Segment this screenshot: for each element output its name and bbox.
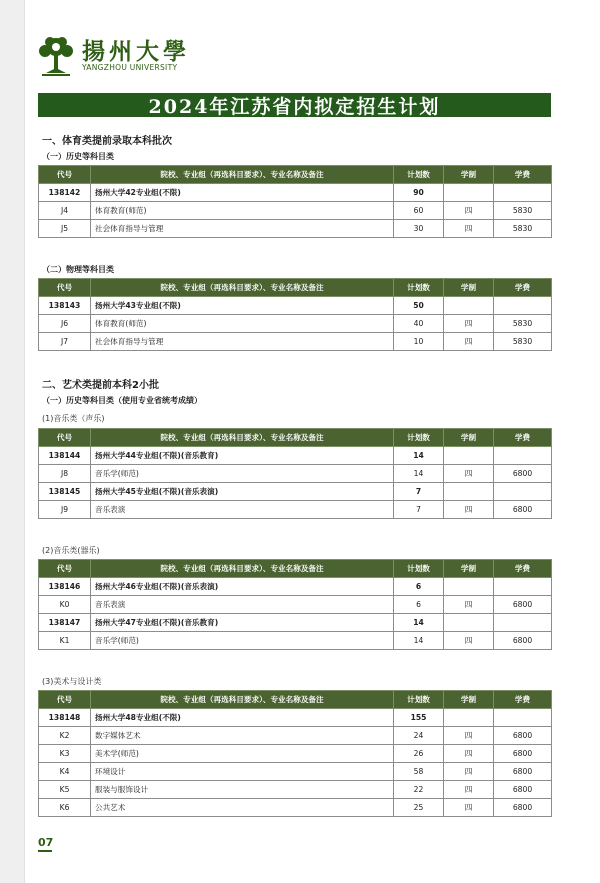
program-name-cell: 扬州大学48专业组(不限) [91,709,394,727]
plan-table-fine-arts-design [38,690,552,817]
duration-cell [444,297,494,315]
program-name-cell: 美术学(师范) [91,745,394,763]
duration-cell: 四 [444,333,494,351]
code-cell: K6 [39,799,91,817]
header-duration: 学制 [444,691,494,709]
program-name-cell: 公共艺术 [91,799,394,817]
duration-cell [444,184,494,202]
tuition-cell: 6800 [494,465,552,483]
code-cell: K3 [39,745,91,763]
code-cell: J6 [39,315,91,333]
header-tuition: 学费 [494,560,552,578]
duration-cell: 四 [444,596,494,614]
duration-cell: 四 [444,763,494,781]
code-cell: 138147 [39,614,91,632]
header-tuition: 学费 [494,166,552,184]
header-plan-count: 计划数 [394,429,444,447]
header-program: 院校、专业组（再选科目要求）、专业名称及备注 [91,691,394,709]
duration-cell [444,578,494,596]
logo-english-name: YANGZHOU UNIVERSITY [82,63,178,72]
tree-emblem-icon [36,33,76,77]
section-heading-art: 二、艺术类提前本科2小批 [42,380,159,391]
tuition-cell [494,614,552,632]
tuition-cell: 5830 [494,333,552,351]
page-number: 07 [38,836,54,849]
plan-table-sports-physics [38,278,552,351]
group-row [39,447,552,465]
duration-cell: 四 [444,501,494,519]
group-row [39,297,552,315]
page-number-underline [38,850,52,852]
category-heading-instrumental: (2)音乐类(器乐) [42,546,100,555]
tuition-cell: 6800 [494,632,552,650]
duration-cell [444,709,494,727]
code-cell: J8 [39,465,91,483]
program-name-cell: 社会体育指导与管理 [91,220,394,238]
tuition-cell: 5830 [494,315,552,333]
code-cell: 138144 [39,447,91,465]
plan-count-cell: 6 [394,578,444,596]
plan-count-cell: 6 [394,596,444,614]
header-plan-count: 计划数 [394,279,444,297]
program-name-cell: 服装与服饰设计 [91,781,394,799]
code-cell: 138142 [39,184,91,202]
major-row [39,596,552,614]
plan-count-cell: 26 [394,745,444,763]
major-row [39,799,552,817]
group-row [39,578,552,596]
duration-cell: 四 [444,202,494,220]
plan-count-cell: 24 [394,727,444,745]
duration-cell: 四 [444,781,494,799]
plan-count-cell: 50 [394,297,444,315]
code-cell: 138146 [39,578,91,596]
tuition-cell: 6800 [494,781,552,799]
program-name-cell: 数字媒体艺术 [91,727,394,745]
tuition-cell: 6800 [494,745,552,763]
table-header-row [39,691,552,709]
plan-count-cell: 155 [394,709,444,727]
program-name-cell: 扬州大学45专业组(不限)(音乐表演) [91,483,394,501]
major-row [39,763,552,781]
duration-cell: 四 [444,465,494,483]
tuition-cell [494,709,552,727]
code-cell: K2 [39,727,91,745]
header-plan-count: 计划数 [394,166,444,184]
plan-count-cell: 90 [394,184,444,202]
duration-cell: 四 [444,315,494,333]
program-name-cell: 音乐表演 [91,596,394,614]
group-row [39,184,552,202]
program-name-cell: 音乐学(师范) [91,465,394,483]
code-cell: 138148 [39,709,91,727]
plan-table-instrumental-music [38,559,552,650]
tuition-cell [494,483,552,501]
tuition-cell [494,297,552,315]
category-heading-fine-arts: (3)美术与设计类 [42,677,102,686]
program-name-cell: 音乐学(师范) [91,632,394,650]
duration-cell: 四 [444,799,494,817]
program-name-cell: 体育教育(师范) [91,202,394,220]
header-plan-count: 计划数 [394,560,444,578]
university-logo [36,33,190,77]
page-edge-strip [0,0,25,883]
plan-count-cell: 10 [394,333,444,351]
major-row [39,501,552,519]
group-row [39,709,552,727]
code-cell: J7 [39,333,91,351]
header-code: 代号 [39,429,91,447]
header-tuition: 学费 [494,429,552,447]
major-row [39,745,552,763]
table-header-row [39,279,552,297]
tuition-cell: 6800 [494,727,552,745]
code-cell: J9 [39,501,91,519]
duration-cell [444,447,494,465]
header-duration: 学制 [444,560,494,578]
header-program: 院校、专业组（再选科目要求）、专业名称及备注 [91,166,394,184]
header-tuition: 学费 [494,279,552,297]
tuition-cell: 6800 [494,799,552,817]
tuition-cell: 6800 [494,596,552,614]
code-cell: J4 [39,202,91,220]
major-row [39,315,552,333]
header-code: 代号 [39,279,91,297]
subsection-heading-history: （一）历史等科目类 [42,152,114,161]
plan-count-cell: 60 [394,202,444,220]
table-header-row [39,560,552,578]
plan-count-cell: 7 [394,501,444,519]
table-header-row [39,166,552,184]
page-title: 2024年江苏省内拟定招生计划 [148,95,441,118]
duration-cell: 四 [444,745,494,763]
plan-table-vocal-music [38,428,552,519]
code-cell: K1 [39,632,91,650]
plan-count-cell: 30 [394,220,444,238]
header-code: 代号 [39,560,91,578]
plan-table-sports-history [38,165,552,238]
plan-count-cell: 25 [394,799,444,817]
subsection-heading-physics: （二）物理等科目类 [42,265,114,274]
tuition-cell: 5830 [494,202,552,220]
code-cell: 138143 [39,297,91,315]
major-row [39,632,552,650]
tuition-cell: 6800 [494,501,552,519]
section-heading-sports: 一、体育类提前录取本科批次 [42,136,172,147]
header-code: 代号 [39,166,91,184]
header-duration: 学制 [444,279,494,297]
major-row [39,727,552,745]
plan-count-cell: 14 [394,465,444,483]
major-row [39,220,552,238]
tuition-cell [494,447,552,465]
plan-count-cell: 40 [394,315,444,333]
header-code: 代号 [39,691,91,709]
duration-cell: 四 [444,220,494,238]
group-row [39,614,552,632]
plan-count-cell: 14 [394,447,444,465]
header-duration: 学制 [444,429,494,447]
plan-count-cell: 14 [394,614,444,632]
tuition-cell: 5830 [494,220,552,238]
program-name-cell: 扬州大学46专业组(不限)(音乐表演) [91,578,394,596]
subsection-heading-art-history: （一）历史等科目类（使用专业省统考成绩） [42,396,202,405]
duration-cell: 四 [444,727,494,745]
major-row [39,202,552,220]
title-banner [38,93,551,117]
plan-count-cell: 58 [394,763,444,781]
program-name-cell: 扬州大学44专业组(不限)(音乐教育) [91,447,394,465]
code-cell: K0 [39,596,91,614]
code-cell: J5 [39,220,91,238]
code-cell: K5 [39,781,91,799]
tuition-cell [494,578,552,596]
program-name-cell: 扬州大学43专业组(不限) [91,297,394,315]
plan-count-cell: 22 [394,781,444,799]
tuition-cell: 6800 [494,763,552,781]
header-tuition: 学费 [494,691,552,709]
header-plan-count: 计划数 [394,691,444,709]
table-header-row [39,429,552,447]
major-row [39,333,552,351]
program-name-cell: 社会体育指导与管理 [91,333,394,351]
plan-count-cell: 7 [394,483,444,501]
duration-cell [444,483,494,501]
duration-cell: 四 [444,632,494,650]
logo-chinese-name: 揚州大學 [82,38,190,65]
plan-count-cell: 14 [394,632,444,650]
header-program: 院校、专业组（再选科目要求）、专业名称及备注 [91,279,394,297]
category-heading-vocal: (1)音乐类（声乐) [42,414,105,423]
code-cell: K4 [39,763,91,781]
program-name-cell: 音乐表演 [91,501,394,519]
program-name-cell: 扬州大学47专业组(不限)(音乐教育) [91,614,394,632]
group-row [39,483,552,501]
major-row [39,781,552,799]
duration-cell [444,614,494,632]
tuition-cell [494,184,552,202]
major-row [39,465,552,483]
program-name-cell: 扬州大学42专业组(不限) [91,184,394,202]
header-program: 院校、专业组（再选科目要求）、专业名称及备注 [91,560,394,578]
code-cell: 138145 [39,483,91,501]
header-program: 院校、专业组（再选科目要求）、专业名称及备注 [91,429,394,447]
program-name-cell: 环境设计 [91,763,394,781]
program-name-cell: 体育教育(师范) [91,315,394,333]
header-duration: 学制 [444,166,494,184]
